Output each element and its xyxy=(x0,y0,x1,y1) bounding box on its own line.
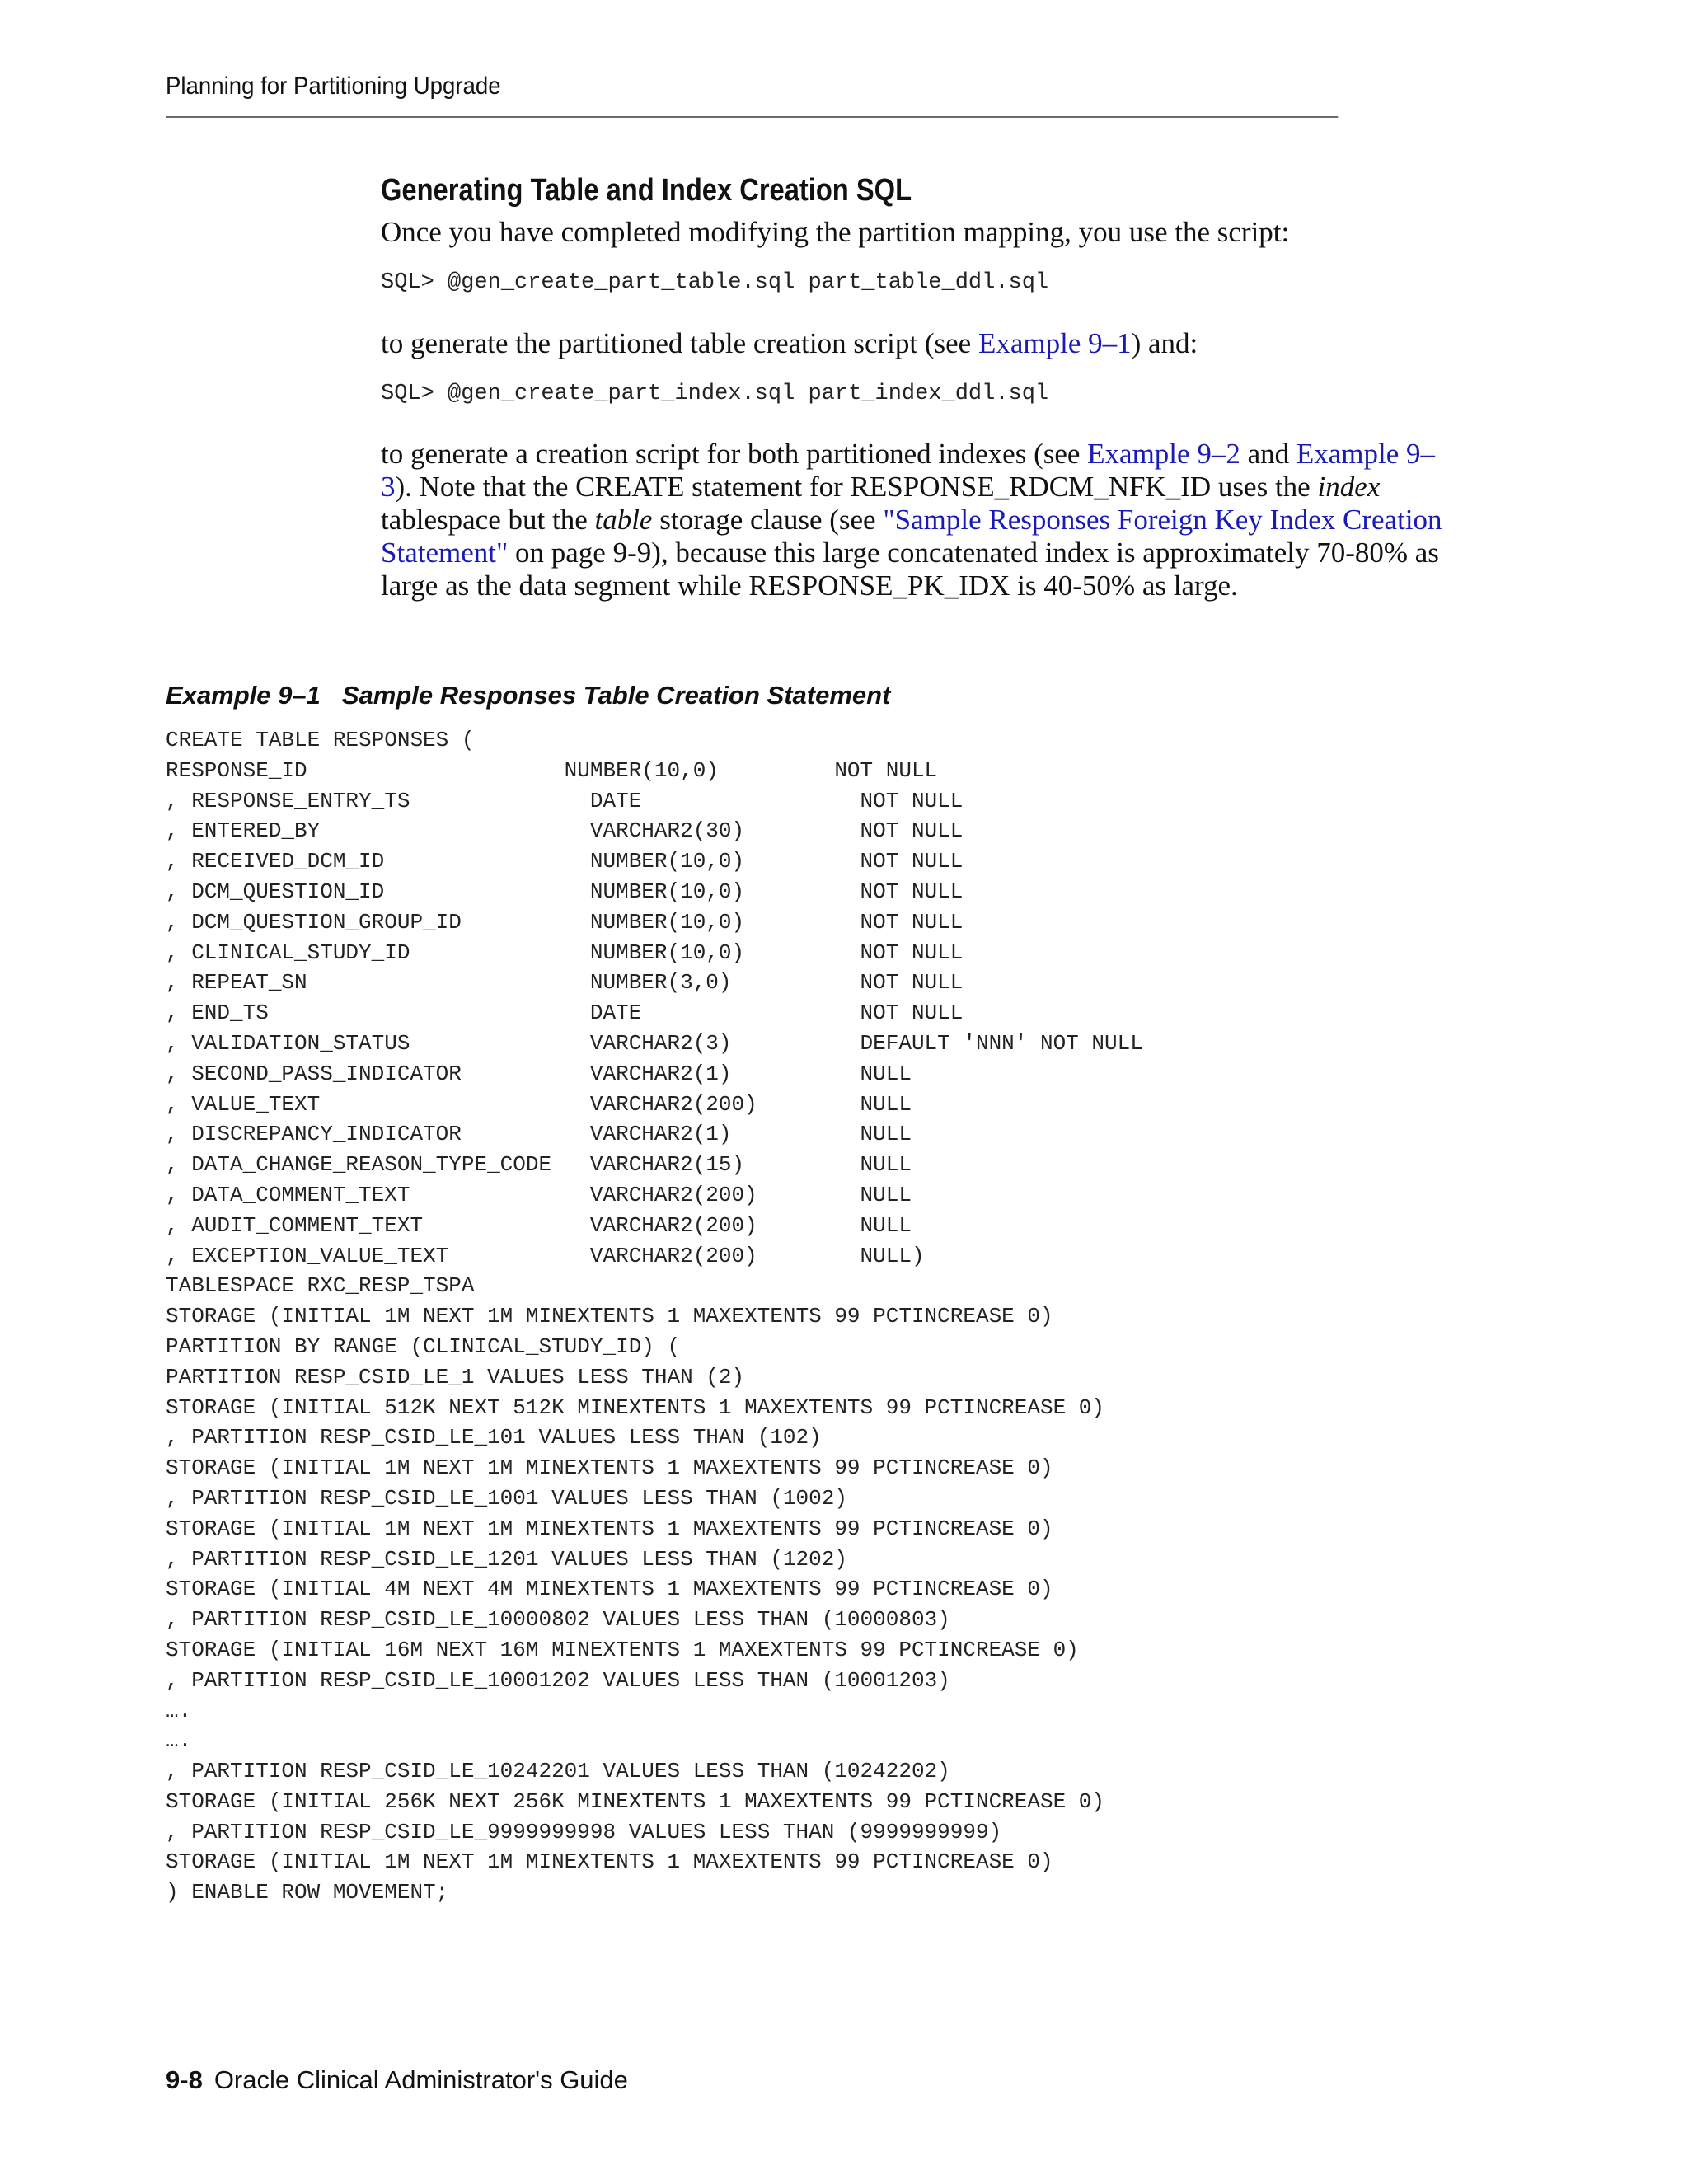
page-footer xyxy=(166,2065,628,2095)
code-line: , END_TS DATE NOT NULL xyxy=(166,1001,964,1026)
code-line: RESPONSE_ID NUMBER(10,0) NOT NULL xyxy=(166,757,938,783)
code-line: …. xyxy=(166,1698,192,1723)
code-line: PARTITION BY RANGE (CLINICAL_STUDY_ID) ( xyxy=(166,1333,681,1359)
code-line: STORAGE (INITIAL 1M NEXT 1M MINEXTENTS 1 MAXEXTENTS 99 PCTINCREASE 0) xyxy=(166,1304,1053,1329)
code-line: , ENTERED_BY VARCHAR2(30) NOT NULL xyxy=(166,818,964,844)
example-number: Example 9–1 xyxy=(166,681,321,710)
emphasis-table: table xyxy=(594,504,653,536)
code-line: , DATA_CHANGE_REASON_TYPE_CODE VARCHAR2(15) NULL xyxy=(166,1152,912,1178)
emphasis-index: index xyxy=(1317,471,1381,503)
code-line: , CLINICAL_STUDY_ID NUMBER(10,0) NOT NULL xyxy=(166,940,964,965)
text-span: to generate the partitioned table creation script (see xyxy=(381,327,978,359)
book-title: Oracle Clinical Administrator's Guide xyxy=(213,2065,628,2094)
text-span: tablespace but the xyxy=(381,504,595,536)
intro-paragraph: Once you have completed modifying the partition mapping, you use the script: xyxy=(381,216,1290,248)
code-line: , EXCEPTION_VALUE_TEXT VARCHAR2(200) NULL) xyxy=(166,1243,925,1268)
command-gen-table: SQL> @gen_create_part_table.sql part_table_ddl.sql xyxy=(381,270,1049,295)
section-heading: Generating Table and Index Creation SQL xyxy=(381,173,912,208)
code-line: , DATA_COMMENT_TEXT VARCHAR2(200) NULL xyxy=(166,1182,912,1207)
code-line: , RESPONSE_ENTRY_TS DATE NOT NULL xyxy=(166,788,964,813)
text-span: ) and: xyxy=(1131,327,1198,359)
code-line: STORAGE (INITIAL 16M NEXT 16M MINEXTENTS 1 MAXEXTENTS 99 PCTINCREASE 0) xyxy=(166,1637,1079,1662)
code-line: …. xyxy=(166,1728,192,1754)
example-caption xyxy=(166,681,890,710)
code-line: , PARTITION RESP_CSID_LE_1201 VALUES LESS THAN (1202) xyxy=(166,1546,847,1572)
code-line: STORAGE (INITIAL 1M NEXT 1M MINEXTENTS 1 MAXEXTENTS 99 PCTINCREASE 0) xyxy=(166,1516,1053,1541)
code-line: ) ENABLE ROW MOVEMENT; xyxy=(166,1880,449,1905)
code-line: , PARTITION RESP_CSID_LE_10000802 VALUES LESS THAN (10000803) xyxy=(166,1607,950,1633)
code-line: , RECEIVED_DCM_ID NUMBER(10,0) NOT NULL xyxy=(166,849,964,874)
code-line: , PARTITION RESP_CSID_LE_10001202 VALUES LESS THAN (10001203) xyxy=(166,1667,950,1693)
code-line: , VALIDATION_STATUS VARCHAR2(3) DEFAULT 'NNN' NOT NULL xyxy=(166,1030,1143,1056)
header-text: Planning for Partitioning Upgrade xyxy=(166,73,501,100)
code-line: , PARTITION RESP_CSID_LE_10242201 VALUES LESS THAN (10242202) xyxy=(166,1759,950,1784)
text-span: to generate a creation script for both partitioned indexes (see xyxy=(381,438,1088,470)
text-span: storage clause (see xyxy=(652,504,884,536)
text-span: and xyxy=(1240,438,1296,470)
code-line: STORAGE (INITIAL 256K NEXT 256K MINEXTENTS 1 MAXEXTENTS 99 PCTINCREASE 0) xyxy=(166,1788,1104,1814)
code-line: , DCM_QUESTION_GROUP_ID NUMBER(10,0) NOT NULL xyxy=(166,909,964,935)
code-line: , REPEAT_SN NUMBER(3,0) NOT NULL xyxy=(166,970,964,996)
text-span: on page 9-9), because this large concatenated index is approximately 70-80% as large as the data segment while RESPONSE_PK_IDX is 40-50% as large. xyxy=(381,537,1439,602)
code-line: CREATE TABLE RESPONSES ( xyxy=(166,728,475,752)
code-line: STORAGE (INITIAL 512K NEXT 512K MINEXTENTS 1 MAXEXTENTS 99 PCTINCREASE 0) xyxy=(166,1394,1104,1420)
link-example-9-1[interactable]: Example 9–1 xyxy=(978,327,1132,359)
example-title: Sample Responses Table Creation Statement xyxy=(341,681,891,710)
code-line: , PARTITION RESP_CSID_LE_1001 VALUES LESS THAN (1002) xyxy=(166,1485,847,1511)
sql-code-block xyxy=(166,725,1143,1908)
command-gen-index: SQL> @gen_create_part_index.sql part_index_ddl.sql xyxy=(381,382,1049,406)
code-line: , SECOND_PASS_INDICATOR VARCHAR2(1) NULL xyxy=(166,1061,912,1086)
code-line: , PARTITION RESP_CSID_LE_101 VALUES LESS THAN (102) xyxy=(166,1425,822,1451)
code-line: , DCM_QUESTION_ID NUMBER(10,0) NOT NULL xyxy=(166,879,964,904)
code-line: , AUDIT_COMMENT_TEXT VARCHAR2(200) NULL xyxy=(166,1212,912,1238)
code-line: , PARTITION RESP_CSID_LE_9999999998 VALUES LESS THAN (9999999999) xyxy=(166,1819,1002,1844)
page-number: 9-8 xyxy=(166,2065,203,2094)
code-line: TABLESPACE RXC_RESP_TSPA xyxy=(166,1273,475,1299)
code-line: STORAGE (INITIAL 1M NEXT 1M MINEXTENTS 1 MAXEXTENTS 99 PCTINCREASE 0) xyxy=(166,1455,1053,1481)
link-example-9-2[interactable]: Example 9–2 xyxy=(1087,438,1240,470)
code-line: , DISCREPANCY_INDICATOR VARCHAR2(1) NULL xyxy=(166,1122,912,1147)
table-script-paragraph xyxy=(381,327,1444,360)
text-span: ). Note that the CREATE statement for RESPONSE_RDCM_NFK_ID uses the xyxy=(395,471,1318,503)
link-example-9-3[interactable]: Example 9–3 xyxy=(381,438,1436,503)
code-line: STORAGE (INITIAL 4M NEXT 4M MINEXTENTS 1 MAXEXTENTS 99 PCTINCREASE 0) xyxy=(166,1577,1053,1602)
code-line: PARTITION RESP_CSID_LE_1 VALUES LESS THAN (2) xyxy=(166,1364,745,1390)
code-line: , VALUE_TEXT VARCHAR2(200) NULL xyxy=(166,1091,912,1117)
code-line: STORAGE (INITIAL 1M NEXT 1M MINEXTENTS 1 MAXEXTENTS 99 PCTINCREASE 0) xyxy=(166,1849,1053,1875)
running-header xyxy=(166,73,1338,118)
link-foreign-key-index-statement[interactable]: "Sample Responses Foreign Key Index Creation Statement" xyxy=(381,504,1442,569)
index-script-paragraph xyxy=(381,438,1444,602)
